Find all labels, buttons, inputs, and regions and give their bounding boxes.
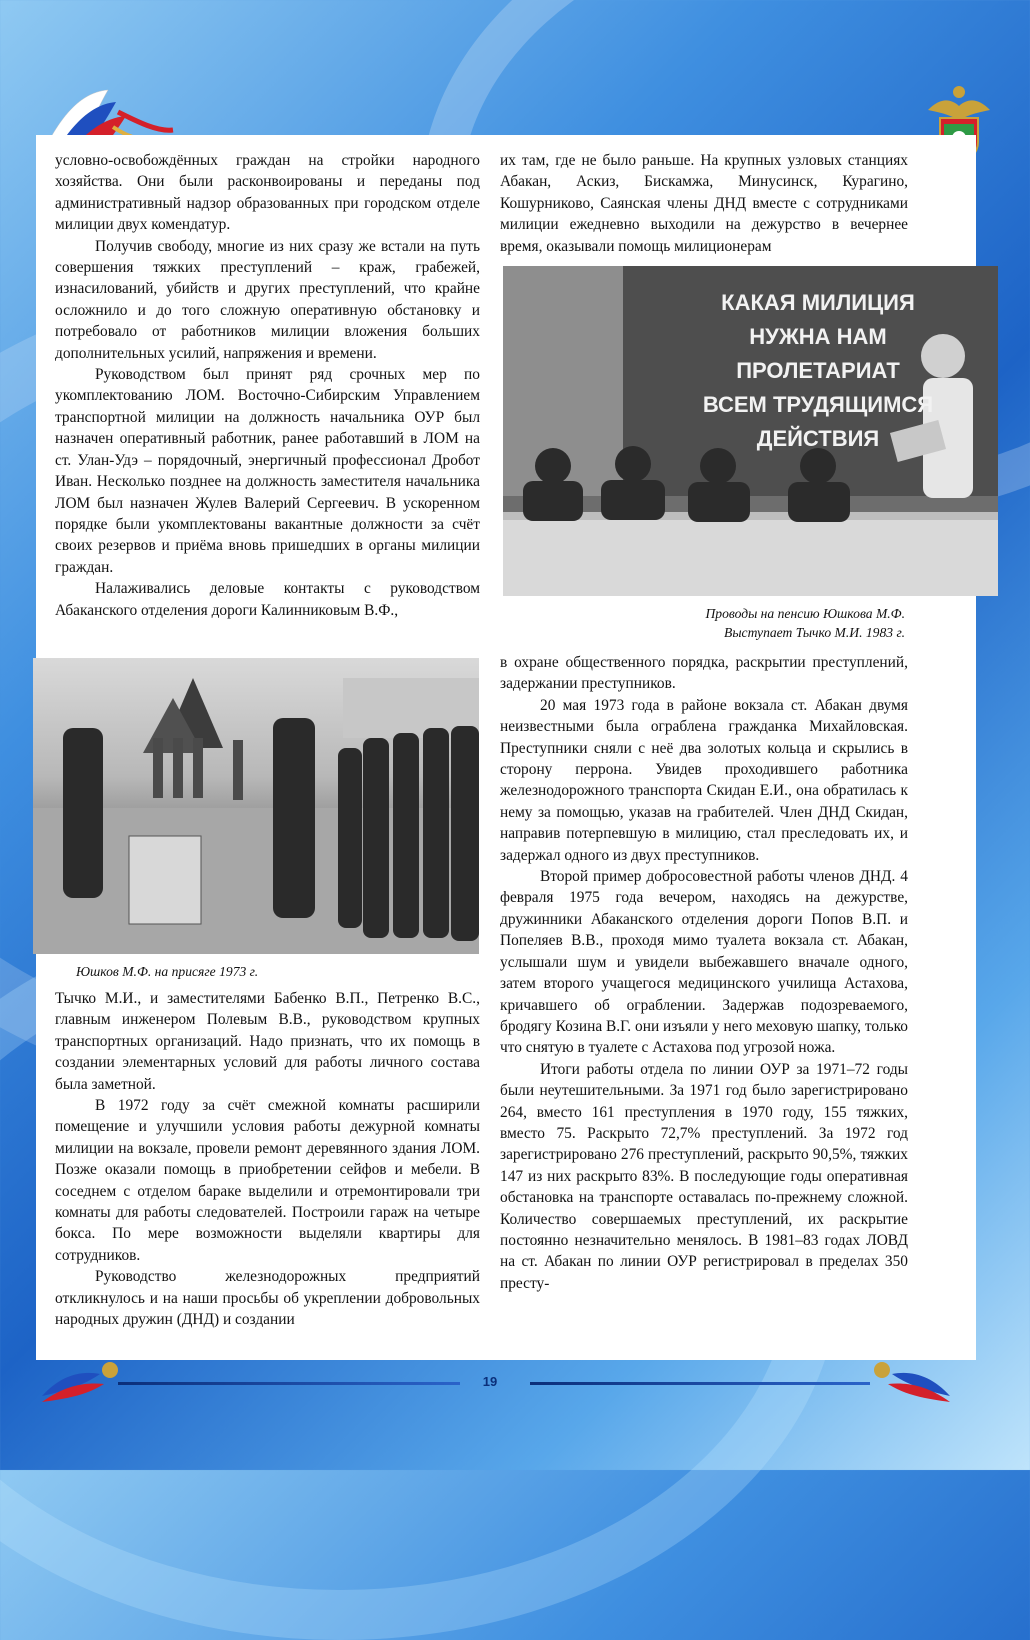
footer-flag-ornament-icon <box>40 1356 124 1406</box>
left-column-bottom <box>55 988 480 1331</box>
page-number: 19 <box>482 1374 498 1389</box>
paragraph: Получив свободу, многие из них сразу же встали на путь совершения тяжких преступлений – краж, грабежей, изнасилований, убийств и других преступлений, что крайне осложнило и до того сложную оперативную обстановку и потребовало от работников милиции вложения больших дополнительных усилий, напряжения и времени. <box>55 237 480 362</box>
paragraph: условно-освобождённых граждан на стройки народного хозяйства. Они были расконвоированы и переданы под административный надзор образованных при городском отделе милиции двух комендатур. <box>55 152 480 234</box>
banner-line: ПРОЛЕТАРИАТ <box>736 358 900 383</box>
paragraph: В 1972 году за счёт смежной комнаты расширили помещение и улучшили условия работы дежурной комнаты милиции на вокзале, провели ремонт деревянного здания ЛОМ. Позже оказали помощь в приобретении сейфов и мебели. В соседнем с отделом бараке выделили и отремонтировали три комнаты для работы следователей. Построили гараж на четыре бокса. По мере возможности выделяли квартиры для сотрудников. <box>55 1097 480 1264</box>
banner-line: ВСЕМ ТРУДЯЩИМСЯ <box>702 392 934 417</box>
paragraph: Итоги работы отдела по линии ОУР за 1971–72 годы были неутешительными. За 1971 год было зарегистрировано 264, вместо 161 преступления в 1970 году, 155 тяжких, вместо 75. Раскрыто 72,7% преступлений. За 1972 год зарегистрировано 276 преступлений, раскрыто 90,5%, тяжких 147 из них раскрыто 83%. В последующие годы оперативная обстановка на транспорте оставалась по-прежнему сложной. Количество совершаемых преступлений, их раскрытие постоянно незначительно менялось. В 1981–83 годах ЛОВД на ст. Абакан по линии ОУР регистрировал в пределах 350 престу- <box>500 1060 908 1292</box>
oath-photo <box>33 658 479 954</box>
meeting-photo <box>503 266 998 596</box>
caption-line: Выступает Тычко М.И. 1983 г. <box>724 625 905 640</box>
paragraph: их там, где не было раньше. На крупных узловых станциях Абакан, Аскиз, Бискамжа, Минусинск, Курагино, Кошурниково, Саянская члены ДНД вместе с сотрудниками милиции ежедневно выходили на дежурство в вечернее время, оказывали помощь милиционерам <box>500 152 908 255</box>
paragraph: в охране общественного порядка, раскрытии преступлений, задержании преступников. <box>500 654 908 693</box>
banner-line: КАКАЯ МИЛИЦИЯ <box>721 290 915 315</box>
caption-line: Проводы на пенсию Юшкова М.Ф. <box>705 606 905 621</box>
paragraph: Руководством был принят ряд срочных мер по укомплектованию ЛОМ. Восточно-Сибирским Управлением транспортной милиции на должность начальника ОУР был назначен оперативный работник, ранее работавший в ЛОМ на ст. Улан-Удэ – порядочный, энергичный профессионал Дробот Иван. Несколько позднее на должность заместителя начальника ЛОМ был назначен Жулев Валерий Сергеевич. В ускоренном порядке были укомплектованы вакантные должности за счёт своих резервов и приёма вновь пришедших в органы милиции граждан. <box>55 366 480 576</box>
right-column-bottom <box>500 652 908 1294</box>
footer-divider-right <box>530 1382 870 1385</box>
footer-divider-left <box>118 1382 460 1385</box>
right-column-top <box>500 150 908 257</box>
banner-line: НУЖНА НАМ <box>749 324 887 349</box>
paragraph: Налаживались деловые контакты с руководством Абаканского отделения дороги Калинниковым В.Ф., <box>55 580 480 619</box>
meeting-photo-caption <box>600 604 905 642</box>
footer-flag-ornament-icon <box>868 1356 952 1406</box>
paragraph: Руководство железнодорожных предприятий откликнулось и на наши просьбы об укреплении добровольных народных дружин (ДНД) и создании <box>55 1268 480 1329</box>
left-column-top <box>55 150 480 621</box>
oath-photo-caption: Юшков М.Ф. на присяге 1973 г. <box>76 964 259 979</box>
paragraph: Второй пример добросовестной работы членов ДНД. 4 февраля 1975 года вечером, находясь на дежурстве, дружинники Абаканского отделения дороги Попов В.П. и Попеляев В.В., проходя мимо туалета вокзала ст. Абакан, услышали шум и увидели выбежавшего вначале одного, затем второго учащегося медицинского училища Астахова, кричавшего об ограблении. Задержав подозреваемого, бродягу Козина В.Г. они изъяли у него меховую шапку, только что снятую в туалете с Астахова под угрозой ножа. <box>500 868 908 1057</box>
paragraph: Тычко М.И., и заместителями Бабенко В.П., Петренко В.С., главным инженером Полевым В.В., руководством крупных транспортных организаций. Надо признать, что их помощь в создании элементарных условий для работы личного состава была заметной. <box>55 990 480 1093</box>
banner-line: ДЕЙСТВИЯ <box>756 426 880 451</box>
oath-photo-scene-icon <box>33 658 479 954</box>
paragraph: 20 мая 1973 года в районе вокзала ст. Абакан двумя неизвестными была ограблена гражданка Михайловская. Преступники сняли с неё два золотых кольца и скрылись в сторону перрона. Увидев проходившего работника железнодорожного транспорта Скидан Е.И., она обратилась к нему за помощью, указав на грабителей. Член ДНД Скидан, направив потерпевшую в милицию, стал преследовать их, и задержал одного из двух преступников. <box>500 696 908 864</box>
